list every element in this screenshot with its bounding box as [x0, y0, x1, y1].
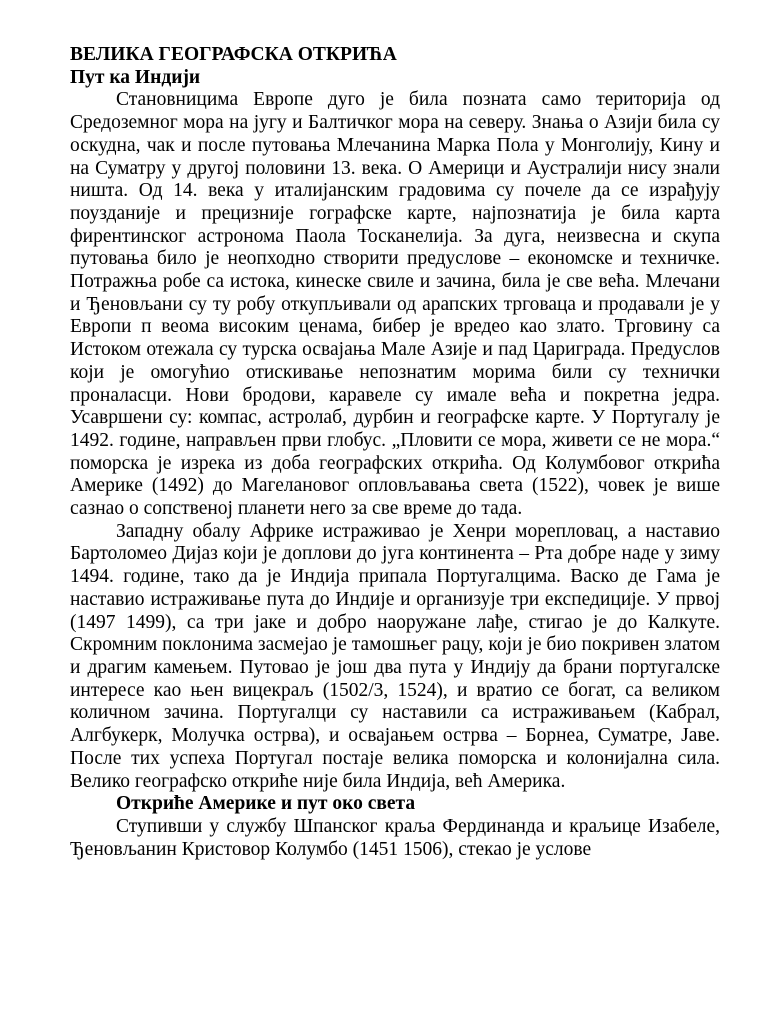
paragraph-1: Становницима Европе дуго је била позната само територија од Средоземног мора на југу и Балтичког мора на северу. Знања о Азији била су оскудна, чак и после путовања Млечанина Марка Пола у Монголију, Кину и на Суматру у другој половини 13. века. О Америци и Аустралији нису знали ништа. Од 14. века у италијанским градовима су почеле да се израђују поузданије и прецизније гографске карте, најпознатија је била карта фирентинског астронома Паола Тосканелија. За дуга, неизвесна и скупа путовања било је неопходно створити предуслове – економске и техничке. Потражња робе са истока, кинеске свиле и зачина, била је све већа. Млечани и Ђеновљани су ту робу откупљивали од арапских трговаца и продавали је у Европи п веома високим ценама, бибер је вредео као злато. Трговину са Истоком отежала су турска освајања Мале Азије и пад Цариграда. Предуслов који је омогућио отискивање непознатим морима били су технички проналасци. Нови бродови, каравеле су имале већа и покретна једра. Усавршени су: компас, астролаб, дурбин и географске карте. У Португалу је 1492. године, направљен први глобус. „Пловити се мора, живети се не мора.“ поморска је изрека из доба географских открића. Од Колумбовог открића Америке (1492) до Магелановог опловљавања света (1522), човек је више сазнао о сопственој планети него за све време до тада.	[70, 89, 720, 520]
section-subtitle: Пут ка Индији	[70, 66, 201, 88]
document-page	[70, 44, 720, 861]
document-title: ВЕЛИКА ГЕОГРАФСКА ОТКРИЋА	[70, 44, 397, 65]
paragraph-2: Западну обалу Африке истраживао је Хенри морепловац, а наставио Бартоломео Дијаз који је доплови до југа континента – Рта добре наде у зиму 1494. године, тако да је Индија припала Португалцима. Васко де Гама је наставио истраживање пута до Индије и организује три експедиције. У првој (1497 1499), са три јаке и добро наоружане лађе, стигао је до Калкуте. Скромним поклонима засмејао је тамошњег рацу, који је био покривен златом и драгим камењем. Путовао је још два пута у Индију да брани португалске интересе као њен вицекраљ (1502/3, 1524), и вратио се богат, са великом количном зачина. Португалци су наставили са истраживањем (Кабрал, Алгбукерк, Молучка острва), и освајањем острва – Борнеа, Суматре, Јаве. После тих успеха Португал постаје велика поморска и колонијална сила. Велико географско откриће није била Индија, већ Америка.	[70, 520, 720, 792]
section-title: Откриће Америке и пут око света	[116, 793, 416, 815]
paragraph-3: Ступивши у службу Шпанског краља Фердинанда и краљице Изабеле, Ђеновљанин Кристовор Колумбо (1451 1506), стекао је услове	[70, 815, 720, 860]
